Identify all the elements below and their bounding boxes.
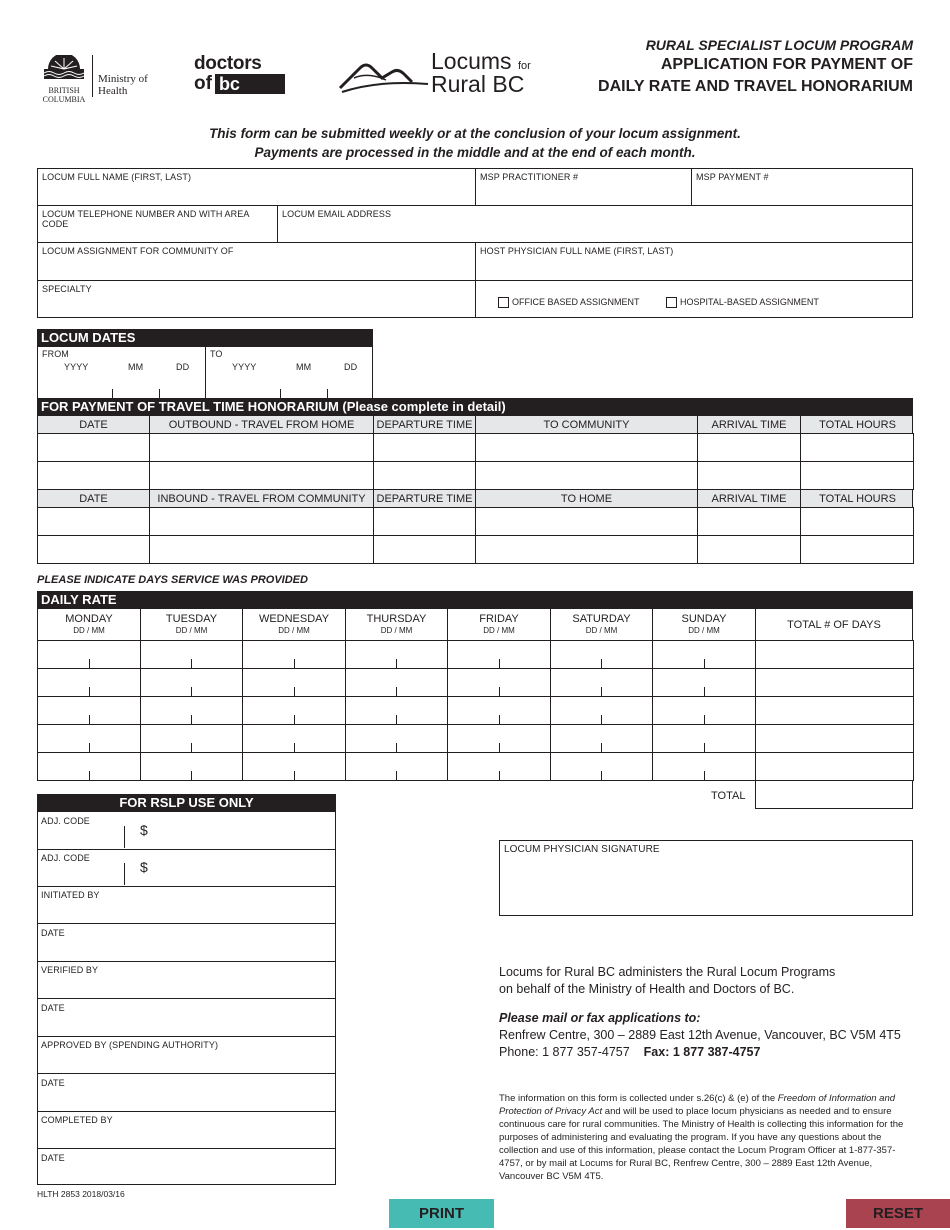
day-input-cell[interactable] bbox=[652, 668, 756, 697]
rslp-field-label: DATE bbox=[41, 1002, 65, 1013]
day-column-header bbox=[243, 609, 346, 640]
day-date-format: DD / MM bbox=[380, 626, 413, 635]
from-dd-label: DD bbox=[176, 362, 190, 372]
bc-word: bc bbox=[215, 74, 285, 94]
intro-text bbox=[0, 124, 950, 162]
program-info-line1: Locums for Rural BC administers the Rural Locum Programs bbox=[499, 965, 836, 979]
row-total-cell[interactable] bbox=[755, 752, 914, 781]
telephone-label: LOCUM TELEPHONE NUMBER AND WITH AREA CODE bbox=[42, 209, 249, 229]
dollar-sign: $ bbox=[140, 859, 148, 875]
rslp-field-label: DATE bbox=[41, 1077, 65, 1088]
to-date-field[interactable] bbox=[206, 347, 374, 399]
day-date-format: DD / MM bbox=[585, 626, 618, 635]
day-name: THURSDAY bbox=[366, 613, 427, 625]
day-input-cell[interactable] bbox=[550, 752, 653, 781]
rslp-field[interactable] bbox=[37, 1074, 336, 1112]
day-date-format: DD / MM bbox=[688, 626, 720, 635]
travel-column-header: ARRIVAL TIME bbox=[698, 490, 801, 507]
travel-input-cell[interactable] bbox=[149, 535, 374, 564]
print-button[interactable]: PRINT bbox=[389, 1199, 494, 1228]
day-input-cell[interactable] bbox=[652, 724, 756, 753]
logo-divider bbox=[92, 55, 93, 97]
day-column-header bbox=[653, 609, 756, 640]
travel-input-cell[interactable] bbox=[800, 433, 914, 462]
ministry-line1: Ministry of bbox=[98, 73, 148, 85]
day-input-cell[interactable] bbox=[447, 640, 551, 669]
from-date-field[interactable] bbox=[38, 347, 206, 399]
from-mm-label: MM bbox=[128, 362, 144, 372]
daily-instruction: PLEASE INDICATE DAYS SERVICE WAS PROVIDED bbox=[37, 574, 308, 586]
day-input-cell[interactable] bbox=[447, 752, 551, 781]
day-name: MONDAY bbox=[65, 613, 113, 625]
rslp-field-label: DATE bbox=[41, 927, 65, 938]
privacy-text-b: and will be used to place locum physicians as needed and to ensure continuous care for rural communities. The Ministry of Health is collecting this information for the purposes of administering and evaluating the program. If you have any questions about the collection and use of this information, please contact the Locum Program Officer at 1-877-357-4757, or by mail at Locums for Rural BC, Renfrew Centre, 300 – 2889 East 12th Avenue, Vancouver BC V5M 4T5. bbox=[499, 1106, 904, 1182]
travel-input-cell[interactable] bbox=[373, 461, 476, 490]
day-name: SUNDAY bbox=[681, 613, 727, 625]
day-name: TUESDAY bbox=[165, 613, 218, 625]
program-name: RURAL SPECIALIST LOCUM PROGRAM bbox=[645, 37, 913, 53]
daily-rate-header: DAILY RATE bbox=[37, 591, 913, 609]
day-input-cell[interactable] bbox=[242, 724, 346, 753]
signature-label: LOCUM PHYSICIAN SIGNATURE bbox=[504, 844, 660, 855]
privacy-text-a: The information on this form is collected under s.26(c) & (e) of the bbox=[499, 1093, 778, 1104]
travel-column-header: TO HOME bbox=[476, 490, 698, 507]
day-input-cell[interactable] bbox=[345, 696, 448, 725]
travel-input-cell[interactable] bbox=[149, 433, 374, 462]
bc-logo-line2: COLUMBIA bbox=[42, 95, 86, 104]
travel-column-header: DEPARTURE TIME bbox=[374, 490, 476, 507]
rslp-field[interactable] bbox=[37, 1149, 336, 1187]
of-word: of bbox=[194, 73, 212, 94]
day-input-cell[interactable] bbox=[140, 640, 243, 669]
travel-input-cell[interactable] bbox=[697, 433, 801, 462]
email-label: LOCUM EMAIL ADDRESS bbox=[282, 209, 392, 219]
specialty-label: SPECIALTY bbox=[42, 284, 92, 294]
to-mm-label: MM bbox=[296, 362, 312, 372]
travel-column-header: INBOUND - TRAVEL FROM COMMUNITY bbox=[150, 490, 374, 507]
travel-input-cell[interactable] bbox=[800, 507, 914, 536]
travel-header-row bbox=[37, 489, 913, 508]
intro-line1: This form can be submitted weekly or at the conclusion of your locum assignment. bbox=[209, 126, 741, 141]
program-title-block bbox=[598, 36, 913, 98]
travel-input-cell[interactable] bbox=[373, 433, 476, 462]
day-input-cell[interactable] bbox=[447, 696, 551, 725]
travel-column-header: DATE bbox=[38, 416, 150, 433]
msp-practitioner-field[interactable] bbox=[475, 168, 692, 206]
day-date-format: DD / MM bbox=[278, 626, 310, 635]
travel-header-row bbox=[37, 415, 913, 434]
to-label: TO bbox=[210, 349, 223, 359]
travel-input-cell[interactable] bbox=[475, 461, 698, 490]
rslp-field[interactable] bbox=[37, 961, 336, 999]
day-month-divider bbox=[704, 771, 705, 781]
hospital-based-option[interactable] bbox=[666, 297, 819, 308]
day-month-divider bbox=[191, 771, 192, 781]
travel-column-header: TO COMMUNITY bbox=[476, 416, 698, 433]
travel-input-cell[interactable] bbox=[37, 535, 150, 564]
host-physician-label: HOST PHYSICIAN FULL NAME (FIRST, LAST) bbox=[480, 246, 674, 256]
day-input-cell[interactable] bbox=[447, 724, 551, 753]
rslp-field-label: INITIATED BY bbox=[41, 890, 100, 900]
total-label: TOTAL bbox=[711, 790, 746, 802]
day-input-cell[interactable] bbox=[37, 640, 141, 669]
travel-column-header: OUTBOUND - TRAVEL FROM HOME bbox=[150, 416, 374, 433]
dollar-sign: $ bbox=[140, 822, 148, 838]
travel-input-cell[interactable] bbox=[373, 535, 476, 564]
travel-input-cell[interactable] bbox=[697, 535, 801, 564]
phone-number: Phone: 1 877 357-4757 bbox=[499, 1045, 630, 1059]
travel-column-header: TOTAL HOURS bbox=[819, 418, 896, 431]
hospital-based-label: HOSPITAL-BASED ASSIGNMENT bbox=[680, 297, 819, 307]
mail-address: Renfrew Centre, 300 – 2889 East 12th Avenue, Vancouver, BC V5M 4T5 bbox=[499, 1028, 901, 1042]
day-date-format: DD / MM bbox=[175, 626, 208, 635]
day-name: FRIDAY bbox=[479, 613, 519, 625]
bc-logo-line1: BRITISH bbox=[48, 86, 80, 95]
travel-input-cell[interactable] bbox=[475, 535, 698, 564]
mountain-icon bbox=[338, 54, 430, 94]
form-id: HLTH 2853 2018/03/16 bbox=[37, 1189, 125, 1199]
rslp-field[interactable] bbox=[37, 924, 336, 962]
day-input-cell[interactable] bbox=[345, 668, 448, 697]
bc-sun-icon bbox=[38, 55, 90, 81]
day-input-cell[interactable] bbox=[242, 752, 346, 781]
form-title-line1: APPLICATION FOR PAYMENT OF bbox=[660, 56, 913, 73]
travel-input-cell[interactable] bbox=[800, 535, 914, 564]
rslp-field[interactable] bbox=[37, 1036, 336, 1074]
assignment-type-cell bbox=[475, 280, 913, 318]
day-month-divider bbox=[396, 771, 397, 781]
day-input-cell[interactable] bbox=[345, 724, 448, 753]
travel-input-cell[interactable] bbox=[697, 461, 801, 490]
rslp-field[interactable] bbox=[37, 1111, 336, 1149]
day-column-header bbox=[346, 609, 448, 640]
privacy-notice bbox=[499, 1092, 909, 1183]
rslp-header: FOR RSLP USE ONLY bbox=[37, 794, 336, 812]
rslp-field-label: COMPLETED BY bbox=[41, 1115, 113, 1125]
reset-button[interactable]: RESET bbox=[846, 1199, 950, 1228]
day-input-cell[interactable] bbox=[550, 640, 653, 669]
travel-input-cell[interactable] bbox=[37, 507, 150, 536]
day-input-cell[interactable] bbox=[447, 668, 551, 697]
locum-dates-box bbox=[37, 347, 373, 399]
locum-full-name-field[interactable] bbox=[37, 168, 476, 206]
total-days-field[interactable] bbox=[755, 780, 913, 809]
locum-dates-header: LOCUM DATES bbox=[37, 329, 373, 347]
row-total-cell[interactable] bbox=[755, 696, 914, 725]
day-column-header bbox=[551, 609, 653, 640]
msp-payment-field[interactable] bbox=[691, 168, 913, 206]
total-days-header: TOTAL # OF DAYS bbox=[787, 618, 881, 631]
form-title-line2: DAILY RATE AND TRAVEL HONORARIUM bbox=[598, 78, 913, 95]
travel-column-header: DEPARTURE TIME bbox=[374, 416, 476, 433]
to-yyyy-label: YYYY bbox=[232, 362, 257, 372]
travel-column-header: TOTAL HOURS bbox=[819, 492, 896, 505]
rslp-field[interactable] bbox=[37, 886, 336, 924]
day-input-cell[interactable] bbox=[345, 752, 448, 781]
day-date-format: DD / MM bbox=[73, 626, 105, 635]
rural-bc-word: Rural BC bbox=[431, 71, 525, 97]
day-month-divider bbox=[294, 771, 295, 781]
daily-header-row bbox=[37, 608, 913, 641]
full-name-label: LOCUM FULL NAME (FIRST, LAST) bbox=[42, 172, 192, 182]
travel-column-header: DATE bbox=[38, 490, 150, 507]
adj-code-label: ADJ. CODE bbox=[41, 816, 90, 826]
rslp-field[interactable] bbox=[37, 999, 336, 1037]
travel-input-cell[interactable] bbox=[149, 461, 374, 490]
travel-header: FOR PAYMENT OF TRAVEL TIME HONORARIUM (Please complete in detail) bbox=[37, 398, 913, 416]
day-input-cell[interactable] bbox=[140, 724, 243, 753]
program-info bbox=[499, 964, 919, 998]
travel-input-cell[interactable] bbox=[475, 433, 698, 462]
day-input-cell[interactable] bbox=[37, 724, 141, 753]
office-based-label: OFFICE BASED ASSIGNMENT bbox=[512, 297, 640, 307]
host-physician-field[interactable] bbox=[475, 242, 913, 281]
day-input-cell[interactable] bbox=[345, 640, 448, 669]
privacy-act-name: Freedom of Information and Protection of Privacy Act bbox=[499, 1093, 896, 1117]
telephone-field[interactable] bbox=[37, 205, 278, 243]
day-month-divider bbox=[89, 771, 90, 781]
ministry-label bbox=[98, 73, 148, 97]
locums-word: Locums bbox=[431, 48, 512, 74]
day-input-cell[interactable] bbox=[242, 640, 346, 669]
travel-input-cell[interactable] bbox=[373, 507, 476, 536]
day-input-cell[interactable] bbox=[550, 724, 653, 753]
day-name: SATURDAY bbox=[572, 613, 631, 625]
office-based-checkbox[interactable] bbox=[498, 297, 509, 308]
day-name: WEDNESDAY bbox=[258, 613, 330, 625]
bc-logo bbox=[38, 55, 90, 104]
day-input-cell[interactable] bbox=[242, 696, 346, 725]
mail-heading: Please mail or fax applications to: bbox=[499, 1011, 701, 1025]
locums-logo bbox=[338, 50, 538, 98]
day-input-cell[interactable] bbox=[242, 668, 346, 697]
community-label: LOCUM ASSIGNMENT FOR COMMUNITY OF bbox=[42, 246, 234, 256]
day-input-cell[interactable] bbox=[652, 640, 756, 669]
day-input-cell[interactable] bbox=[550, 696, 653, 725]
day-month-divider bbox=[601, 771, 602, 781]
ministry-line2: Health bbox=[98, 85, 128, 97]
day-input-cell[interactable] bbox=[140, 752, 243, 781]
community-field[interactable] bbox=[37, 242, 476, 281]
travel-input-cell[interactable] bbox=[697, 507, 801, 536]
row-total-cell[interactable] bbox=[755, 668, 914, 697]
from-label: FROM bbox=[42, 349, 69, 359]
day-input-cell[interactable] bbox=[37, 752, 141, 781]
travel-input-cell[interactable] bbox=[149, 507, 374, 536]
travel-input-cell[interactable] bbox=[475, 507, 698, 536]
msp-practitioner-label: MSP PRACTITIONER # bbox=[480, 172, 579, 182]
hospital-based-checkbox[interactable] bbox=[666, 297, 677, 308]
to-dd-label: DD bbox=[344, 362, 358, 372]
adj-code-divider bbox=[124, 863, 125, 885]
day-input-cell[interactable] bbox=[140, 668, 243, 697]
day-input-cell[interactable] bbox=[652, 696, 756, 725]
rslp-field-label: VERIFIED BY bbox=[41, 965, 99, 975]
adj-code-label: ADJ. CODE bbox=[41, 853, 90, 863]
travel-input-cell[interactable] bbox=[37, 433, 150, 462]
for-word: for bbox=[517, 60, 531, 72]
day-input-cell[interactable] bbox=[140, 696, 243, 725]
day-column-header bbox=[38, 609, 141, 640]
adj-code-field[interactable] bbox=[37, 812, 336, 850]
program-info-line2: on behalf of the Ministry of Health and Doctors of BC. bbox=[499, 982, 795, 996]
intro-line2: Payments are processed in the middle and at the end of each month. bbox=[254, 145, 696, 160]
adj-code-field[interactable] bbox=[37, 849, 336, 887]
day-input-cell[interactable] bbox=[37, 668, 141, 697]
doctors-word: doctors bbox=[194, 53, 262, 74]
day-date-format: DD / MM bbox=[483, 626, 515, 635]
specialty-field[interactable] bbox=[37, 280, 476, 318]
day-input-cell[interactable] bbox=[37, 696, 141, 725]
rslp-field-label: APPROVED BY (SPENDING AUTHORITY) bbox=[41, 1040, 219, 1050]
fax-number: Fax: 1 877 387-4757 bbox=[643, 1045, 761, 1059]
travel-input-cell[interactable] bbox=[37, 461, 150, 490]
msp-payment-label: MSP PAYMENT # bbox=[696, 172, 769, 182]
mail-info bbox=[499, 1010, 929, 1061]
day-column-header bbox=[141, 609, 243, 640]
adj-code-divider bbox=[124, 826, 125, 848]
row-total-cell[interactable] bbox=[755, 640, 914, 669]
day-month-divider bbox=[499, 771, 500, 781]
rslp-field-label: DATE bbox=[41, 1152, 65, 1163]
travel-input-cell[interactable] bbox=[800, 461, 914, 490]
day-input-cell[interactable] bbox=[652, 752, 756, 781]
office-based-option[interactable] bbox=[498, 297, 640, 308]
email-field[interactable] bbox=[277, 205, 913, 243]
travel-column-header: ARRIVAL TIME bbox=[698, 416, 801, 433]
from-yyyy-label: YYYY bbox=[64, 362, 89, 372]
day-input-cell[interactable] bbox=[550, 668, 653, 697]
day-column-header bbox=[448, 609, 551, 640]
doctors-of-bc-logo bbox=[194, 54, 288, 96]
row-total-cell[interactable] bbox=[755, 724, 914, 753]
signature-field[interactable] bbox=[499, 840, 913, 916]
